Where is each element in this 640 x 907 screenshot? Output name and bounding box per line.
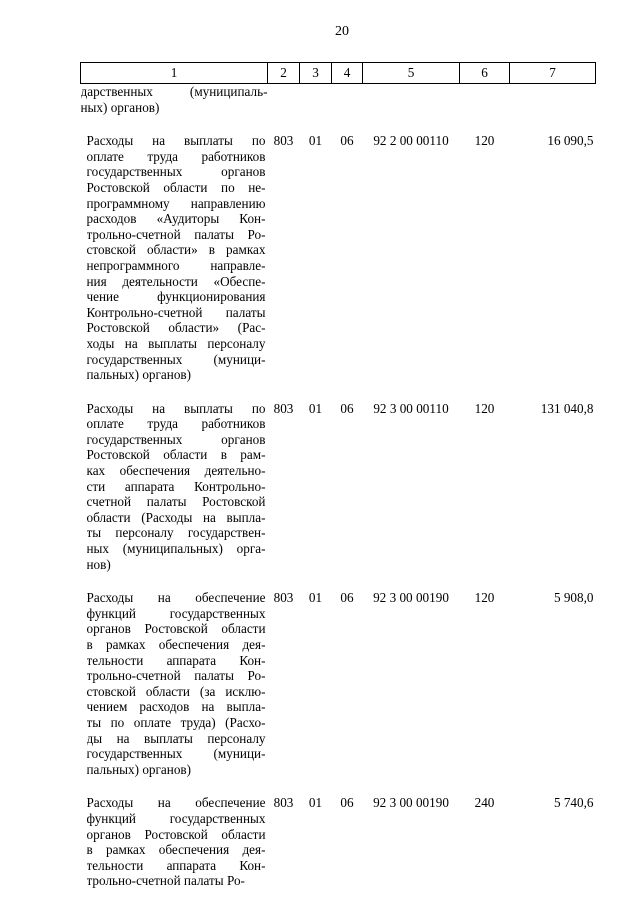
description-line: государственных (муници- (86, 746, 266, 762)
row-description (81, 795, 268, 907)
description-line: ных (муниципальных) орга- (86, 541, 266, 557)
description-line: в рамках обеспечения дея- (86, 637, 266, 652)
description-line: Ростовской области в рам- (86, 447, 266, 463)
description-line: трольно-счетной палаты Ро- (86, 873, 245, 889)
description-line: государственных органов (86, 431, 266, 447)
description-line: функций государственных (86, 810, 266, 826)
table-row (81, 84, 596, 134)
table-row (81, 795, 596, 907)
budget-table (80, 62, 596, 907)
description-line: сти аппарата Контрольно- (86, 478, 266, 494)
column-header: 7 (510, 63, 596, 84)
target-item-code (363, 84, 460, 134)
description-line: функций государственных (86, 605, 266, 621)
section-code: 01 (308, 133, 323, 149)
description-line: органов Ростовской области (86, 826, 266, 842)
column-header: 4 (332, 63, 363, 84)
amount: 5 740,6 (553, 795, 594, 811)
amount: 5 908,0 (553, 590, 594, 606)
amount (510, 84, 596, 134)
description-line: тельности аппарата Кон- (86, 652, 266, 668)
section-code: 01 (308, 795, 323, 811)
page-number: 20 (335, 24, 349, 39)
amount: 16 090,5 (547, 133, 594, 149)
description-line: Расходы на обеспечение (86, 590, 266, 606)
description-line: ходы на выплаты персоналу (86, 335, 266, 351)
description-line: оплате труда работников (86, 416, 266, 432)
column-header: 3 (300, 63, 332, 84)
description-line: стовской области (за исклю- (86, 683, 266, 699)
description-line: Контрольно-счетной палаты (86, 304, 266, 320)
description-line: непрограммного направле- (86, 257, 266, 273)
description-line: дарственных (муниципаль- (80, 84, 268, 99)
description-line: Расходы на обеспечение (86, 795, 266, 811)
column-header: 5 (363, 63, 460, 84)
description-line: программному направлению (86, 195, 266, 211)
description-line: пальных) органов) (86, 367, 192, 383)
target-item-code: 92 3 00 00190 (373, 795, 449, 811)
table-row (81, 401, 596, 591)
column-header: 6 (460, 63, 510, 84)
description-line: ных) органов) (80, 99, 160, 115)
subsection-code (332, 84, 363, 134)
section-code: 01 (308, 590, 323, 606)
ministry-code: 803 (273, 133, 294, 149)
subsection-code: 06 (340, 133, 354, 149)
section-code: 01 (308, 400, 323, 416)
section-code (300, 84, 332, 134)
column-header: 1 (81, 63, 268, 84)
amount: 131 040,8 (540, 400, 594, 416)
description-line: оплате труда работников (86, 148, 266, 164)
description-line: ния деятельности «Обеспе- (86, 273, 266, 289)
expense-type-code: 240 (474, 795, 495, 811)
row-description (81, 133, 268, 401)
subsection-code: 06 (340, 400, 354, 416)
table-body (81, 84, 596, 907)
row-description (81, 590, 268, 795)
description-line: расходов «Аудиторы Кон- (86, 211, 266, 227)
description-line: органов Ростовской области (86, 621, 266, 637)
description-line: ты по оплате труда) (Расхо- (86, 714, 266, 730)
subsection-code: 06 (340, 795, 354, 811)
description-line: стовской области» в рамках (86, 242, 266, 258)
description-line: чением расходов на выпла- (86, 699, 266, 715)
description-line: ды на выплаты персоналу (86, 730, 266, 746)
subsection-code: 06 (340, 590, 354, 606)
target-item-code: 92 3 00 00190 (373, 590, 449, 606)
description-line: Ростовской области по не- (86, 179, 266, 195)
description-line: Ростовской области» (Рас- (86, 320, 266, 336)
table-header-row (81, 63, 596, 84)
description-line: пальных) органов) (86, 761, 192, 777)
description-line: нов) (86, 556, 111, 572)
expense-type-code: 120 (474, 590, 495, 606)
table-row (81, 133, 596, 401)
description-line: государственных органов (86, 164, 266, 180)
column-header: 2 (268, 63, 300, 84)
description-line: государственных (муници- (86, 351, 266, 367)
ministry-code: 803 (273, 590, 294, 606)
description-line: области (Расходы на выпла- (86, 509, 266, 525)
description-line: ках обеспечения деятельно- (86, 463, 266, 479)
description-line: трольно-счетной палаты Ро- (86, 668, 266, 684)
expense-type-code (460, 84, 510, 134)
description-line: счетной палаты Ростовской (86, 494, 266, 510)
description-line: Расходы на выплаты по (86, 133, 266, 149)
description-line: ты персоналу государствен- (86, 525, 266, 541)
description-line: чение функционирования (86, 289, 266, 305)
target-item-code: 92 2 00 00110 (373, 133, 449, 149)
description-line: тельности аппарата Кон- (86, 857, 266, 873)
ministry-code (268, 84, 300, 134)
ministry-code: 803 (273, 400, 294, 416)
expense-type-code: 120 (474, 133, 495, 149)
row-description (81, 84, 268, 134)
description-line: Расходы на выплаты по (86, 400, 266, 416)
expense-type-code: 120 (474, 400, 495, 416)
description-line: в рамках обеспечения дея- (86, 842, 266, 858)
ministry-code: 803 (273, 795, 294, 811)
target-item-code: 92 3 00 00110 (373, 400, 449, 416)
description-line: трольно-счетной палаты Ро- (86, 226, 266, 242)
row-description (81, 401, 268, 591)
table-row (81, 590, 596, 795)
